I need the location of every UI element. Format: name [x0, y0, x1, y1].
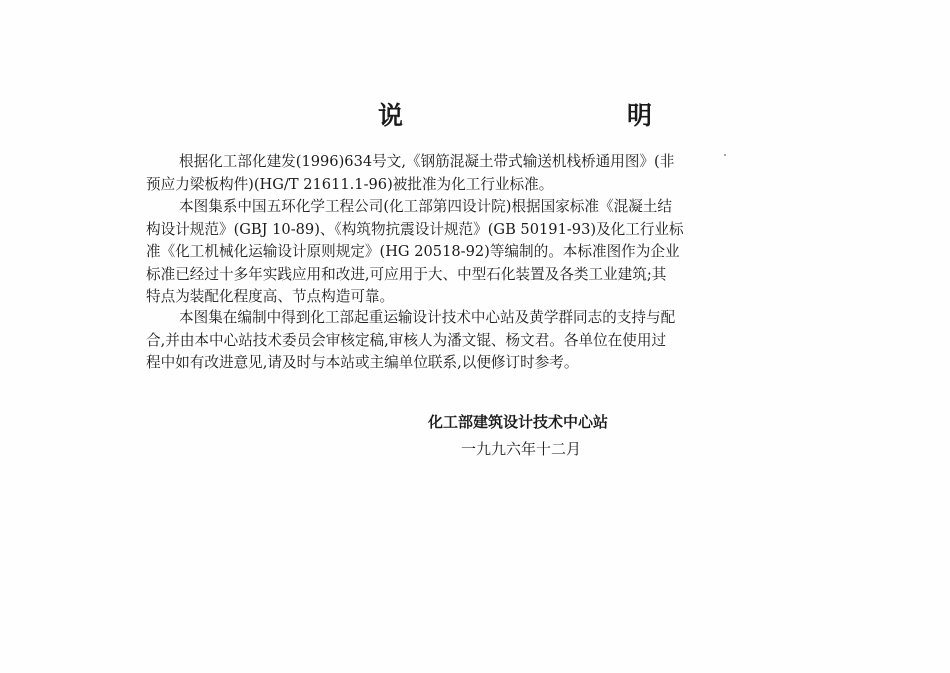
paragraph-line: 程中如有改进意见,请及时与本站或主编单位联系,以便修订时参考。 — [146, 354, 579, 371]
paragraph-approval — [146, 151, 726, 196]
paragraph-line: 预应力梁板构件)(HG/T 21611.1-96)被批准为化工行业标准。 — [146, 175, 554, 193]
paragraph-line: 根据化工部化建发(1996)634号文,《钢筋混凝土带式输送机栈桥通用图》(非 — [179, 153, 675, 170]
paragraph-line: 合,并由本中心站技术委员会审核定稿,审核人为潘文锟、杨文君。各单位在使用过 — [146, 331, 667, 349]
paragraph-line: 标准已经过十多年实践应用和改进,可应用于大、中型石化装置及各类工业建筑;其 — [146, 265, 667, 283]
document-title: 说 明 — [378, 101, 711, 130]
paragraph-line: 特点为装配化程度高、节点构造可靠。 — [146, 288, 395, 305]
paragraph-line: 构设计规范》(GBJ 10-89)、《构筑物抗震设计规范》(GB 50191-93)及化工行业标 — [146, 220, 684, 238]
paragraph-line: 本图集在编制中得到化工部起重运输设计技术中心站及黄学群同志的支持与配 — [179, 309, 676, 326]
paragraph-compilation — [146, 196, 726, 309]
paragraph-line: 本图集系中国五环化学工程公司(化工部第四设计院)根据国家标准《混凝土结 — [179, 198, 672, 215]
signature-organization: 化工部建筑设计技术中心站 — [428, 413, 609, 431]
signature-date: 一九九六年十二月 — [461, 440, 582, 458]
paragraph-acknowledgement — [146, 307, 726, 375]
paragraph-line: 准《化工机械化运输设计原则规定》(HG 20518-92)等编制的。本标准图作为企业 — [146, 243, 680, 260]
